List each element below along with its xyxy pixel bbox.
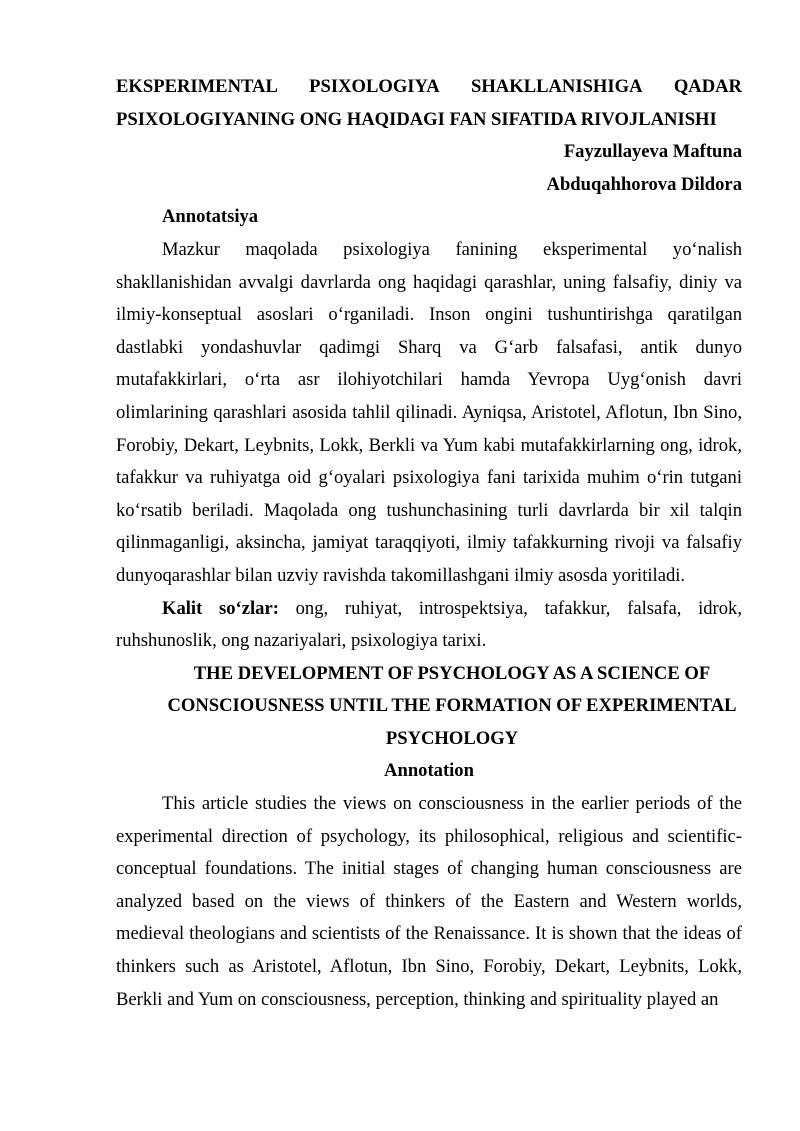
annotation-uz-heading: Annotatsiya [162, 206, 259, 228]
keywords-text: ong, ruhiyat, introspektsiya, tafakkur, falsafa, idrok, ruhshunoslik, ong nazariyalari, psixologiya tarixi. [116, 597, 742, 652]
keywords-paragraph [116, 593, 742, 658]
keywords-label: Kalit so‘zlar: [162, 597, 279, 619]
annotation-en-text: This article studies the views on consciousness in the earlier periods of the experimental direction of psychology, its philosophical, religious and scientific-conceptual foundations. The initial stages of changing human consciousness are analyzed based on the views of thinkers of the Eastern and Western worlds, medieval theologians and scientists of the Renaissance. It is shown that the ideas of thinkers such as Aristotel, Aflotun, Ibn Sino, Forobiy, Dekart, Leybnits, Lokk, Berkli and Yum on consciousness, perception, thinking and spirituality played an [116, 793, 742, 1010]
author-2: Abduqahhorova Dildora [546, 173, 742, 195]
article-page [116, 71, 742, 1016]
annotation-en-heading: Annotation [384, 760, 474, 782]
author-1: Fayzullayeva Maftuna [563, 141, 742, 163]
article-title-uz: EKSPERIMENTAL PSIXOLOGIYA SHAKLLANISHIGA QADAR PSIXOLOGIYANING ONG HAQIDAGI FAN SIFATIDA RIVOJLANISHI [116, 76, 742, 130]
annotation-uz-text: Mazkur maqolada psixologiya fanining eksperimental yo‘nalish shakllanishidan avvalgi davrlarda ong haqidagi qarashlar, uning falsafiy, diniy va ilmiy-konseptual asoslari o‘rganiladi. Inson ongini tushuntirishga qaratilgan dastlabki yondashuvlar qadimgi Sharq va G‘arb falsafasi, antik dunyo mutafakkirlari, o‘rta asr ilohiyotchilari hamda Yevropa Uyg‘onish davri olimlarining qarashlari asosida tahlil qilinadi. Ayniqsa, Aristotel, Aflotun, Ibn Sino, Forobiy, Dekart, Leybnits, Lokk, Berkli va Yum kabi mutafakkirlarning ong, idrok, tafakkur va ruhiyatga oid g‘oyalari psixologiya fani tarixida muhim o‘rin tutgani ko‘rsatib beriladi. Maqolada ong tushunchasining turli davrlarda bir xil talqin qilinmaganligi, aksincha, jamiyat taraqqiyoti, ilmiy tafakkurning rivoji va falsafiy dunyoqarashlar bilan uzviy ravishda takomillashgani ilmiy asosda yoritiladi. [116, 238, 742, 586]
article-title-en: THE DEVELOPMENT OF PSYCHOLOGY AS A SCIENCE OF CONSCIOUSNESS UNTIL THE FORMATION OF EXPERIMENTAL PSYCHOLOGY [167, 662, 737, 749]
